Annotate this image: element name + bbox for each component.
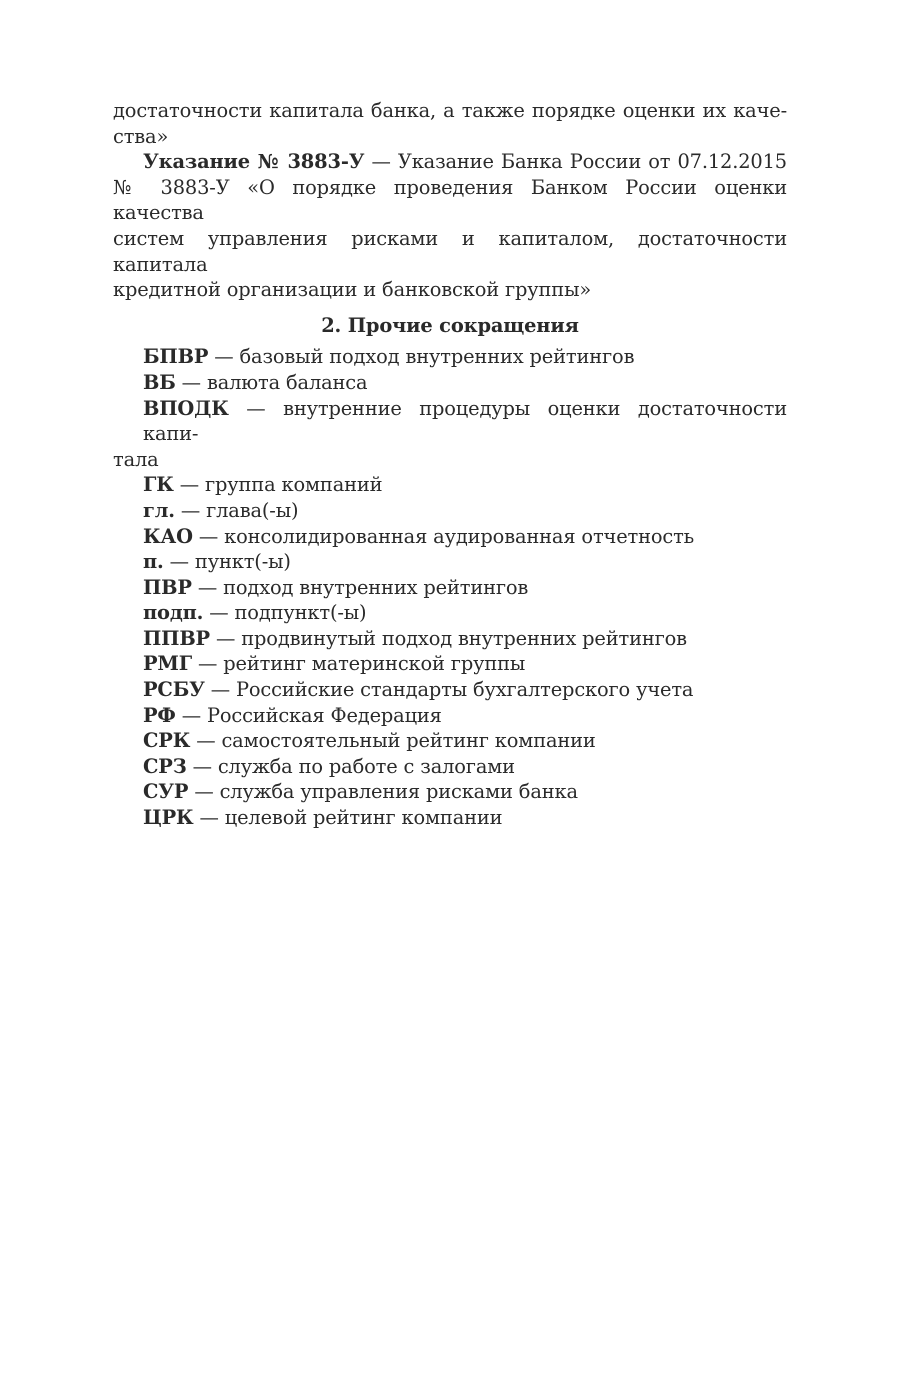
abbreviations-list [113, 344, 787, 830]
abbr-definition-continuation: тала [113, 447, 159, 471]
abbr-term: гл. [143, 498, 175, 522]
abbr-term: РМГ [143, 652, 192, 676]
list-item [113, 575, 787, 601]
abbr-definition: — служба управления рисками банка [188, 780, 578, 804]
list-item [113, 600, 787, 626]
abbr-term: СРК [143, 729, 191, 753]
section-heading: 2. Прочие сокращения [321, 313, 579, 337]
abbr-definition: — целевой рейтинг компании [193, 806, 503, 830]
abbr-term: ВБ [143, 370, 176, 394]
list-item [113, 626, 787, 652]
list-item [113, 805, 787, 831]
abbr-term: СРЗ [143, 754, 187, 778]
list-item [113, 498, 787, 524]
abbr-term: п. [143, 550, 164, 574]
abbr-definition: — группа компаний [173, 473, 383, 497]
list-item [113, 370, 787, 396]
abbr-term: РФ [143, 703, 176, 727]
abbr-definition: — консолидированная аудированная отчетность [192, 524, 695, 548]
instruction-line-2: № 3883-У «О порядке проведения Банком России оценки качества [113, 175, 787, 225]
instruction-line-1 [113, 149, 787, 175]
abbr-definition: — базовый подход внутренних рейтингов [208, 345, 635, 369]
abbr-definition: — подход внутренних рейтингов [191, 575, 529, 599]
list-item [113, 524, 787, 550]
abbr-definition: — подпункт(-ы) [203, 601, 367, 625]
list-item [113, 472, 787, 498]
instruction-paragraph [113, 149, 787, 303]
abbr-definition: — пункт(-ы) [163, 550, 291, 574]
abbr-definition: — Российская Федерация [175, 703, 442, 727]
instruction-dash: — [364, 150, 398, 174]
abbr-term: ППВР [143, 626, 210, 650]
instruction-line-3: систем управления рисками и капиталом, достаточности капитала [113, 226, 787, 276]
list-item [113, 396, 787, 473]
instruction-line-1-rest: Указание Банка России от 07.12.2015 [397, 150, 787, 174]
intro-line-1: достаточности капитала банка, а также порядке оценки их каче- [113, 99, 787, 122]
list-item [113, 677, 787, 703]
list-item [113, 779, 787, 805]
abbr-definition: — глава(-ы) [174, 498, 299, 522]
abbr-definition: — самостоятельный рейтинг компании [190, 729, 596, 753]
intro-paragraph [113, 98, 787, 149]
list-item [113, 344, 787, 370]
document-page [113, 98, 787, 831]
abbr-definition: — внутренние процедуры оценки достаточности капи- [143, 396, 787, 446]
list-item [113, 754, 787, 780]
intro-line-2: ства» [113, 124, 169, 148]
abbr-definition: — валюта баланса [175, 370, 368, 394]
instruction-line-4: кредитной организации и банковской группы» [113, 278, 592, 302]
list-item [113, 703, 787, 729]
abbr-definition: — рейтинг материнской группы [191, 652, 526, 676]
abbr-term: СУР [143, 780, 189, 804]
abbr-term: БПВР [143, 345, 209, 369]
abbr-term: РСБУ [143, 678, 205, 702]
abbr-term: ПВР [143, 575, 192, 599]
abbr-term: ГК [143, 473, 174, 497]
abbr-term: подп. [143, 601, 204, 625]
list-item [113, 651, 787, 677]
instruction-term: Указание № 3883-У [143, 150, 365, 174]
abbr-definition: — продвинутый подход внутренних рейтингов [210, 626, 687, 650]
abbr-definition: — Российские стандарты бухгалтерского учета [204, 678, 694, 702]
abbr-term: ВПОДК [143, 396, 229, 420]
abbr-definition: — служба по работе с залогами [186, 754, 515, 778]
list-item [113, 728, 787, 754]
abbr-term: ЦРК [143, 806, 194, 830]
abbr-term: КАО [143, 524, 193, 548]
list-item [113, 549, 787, 575]
